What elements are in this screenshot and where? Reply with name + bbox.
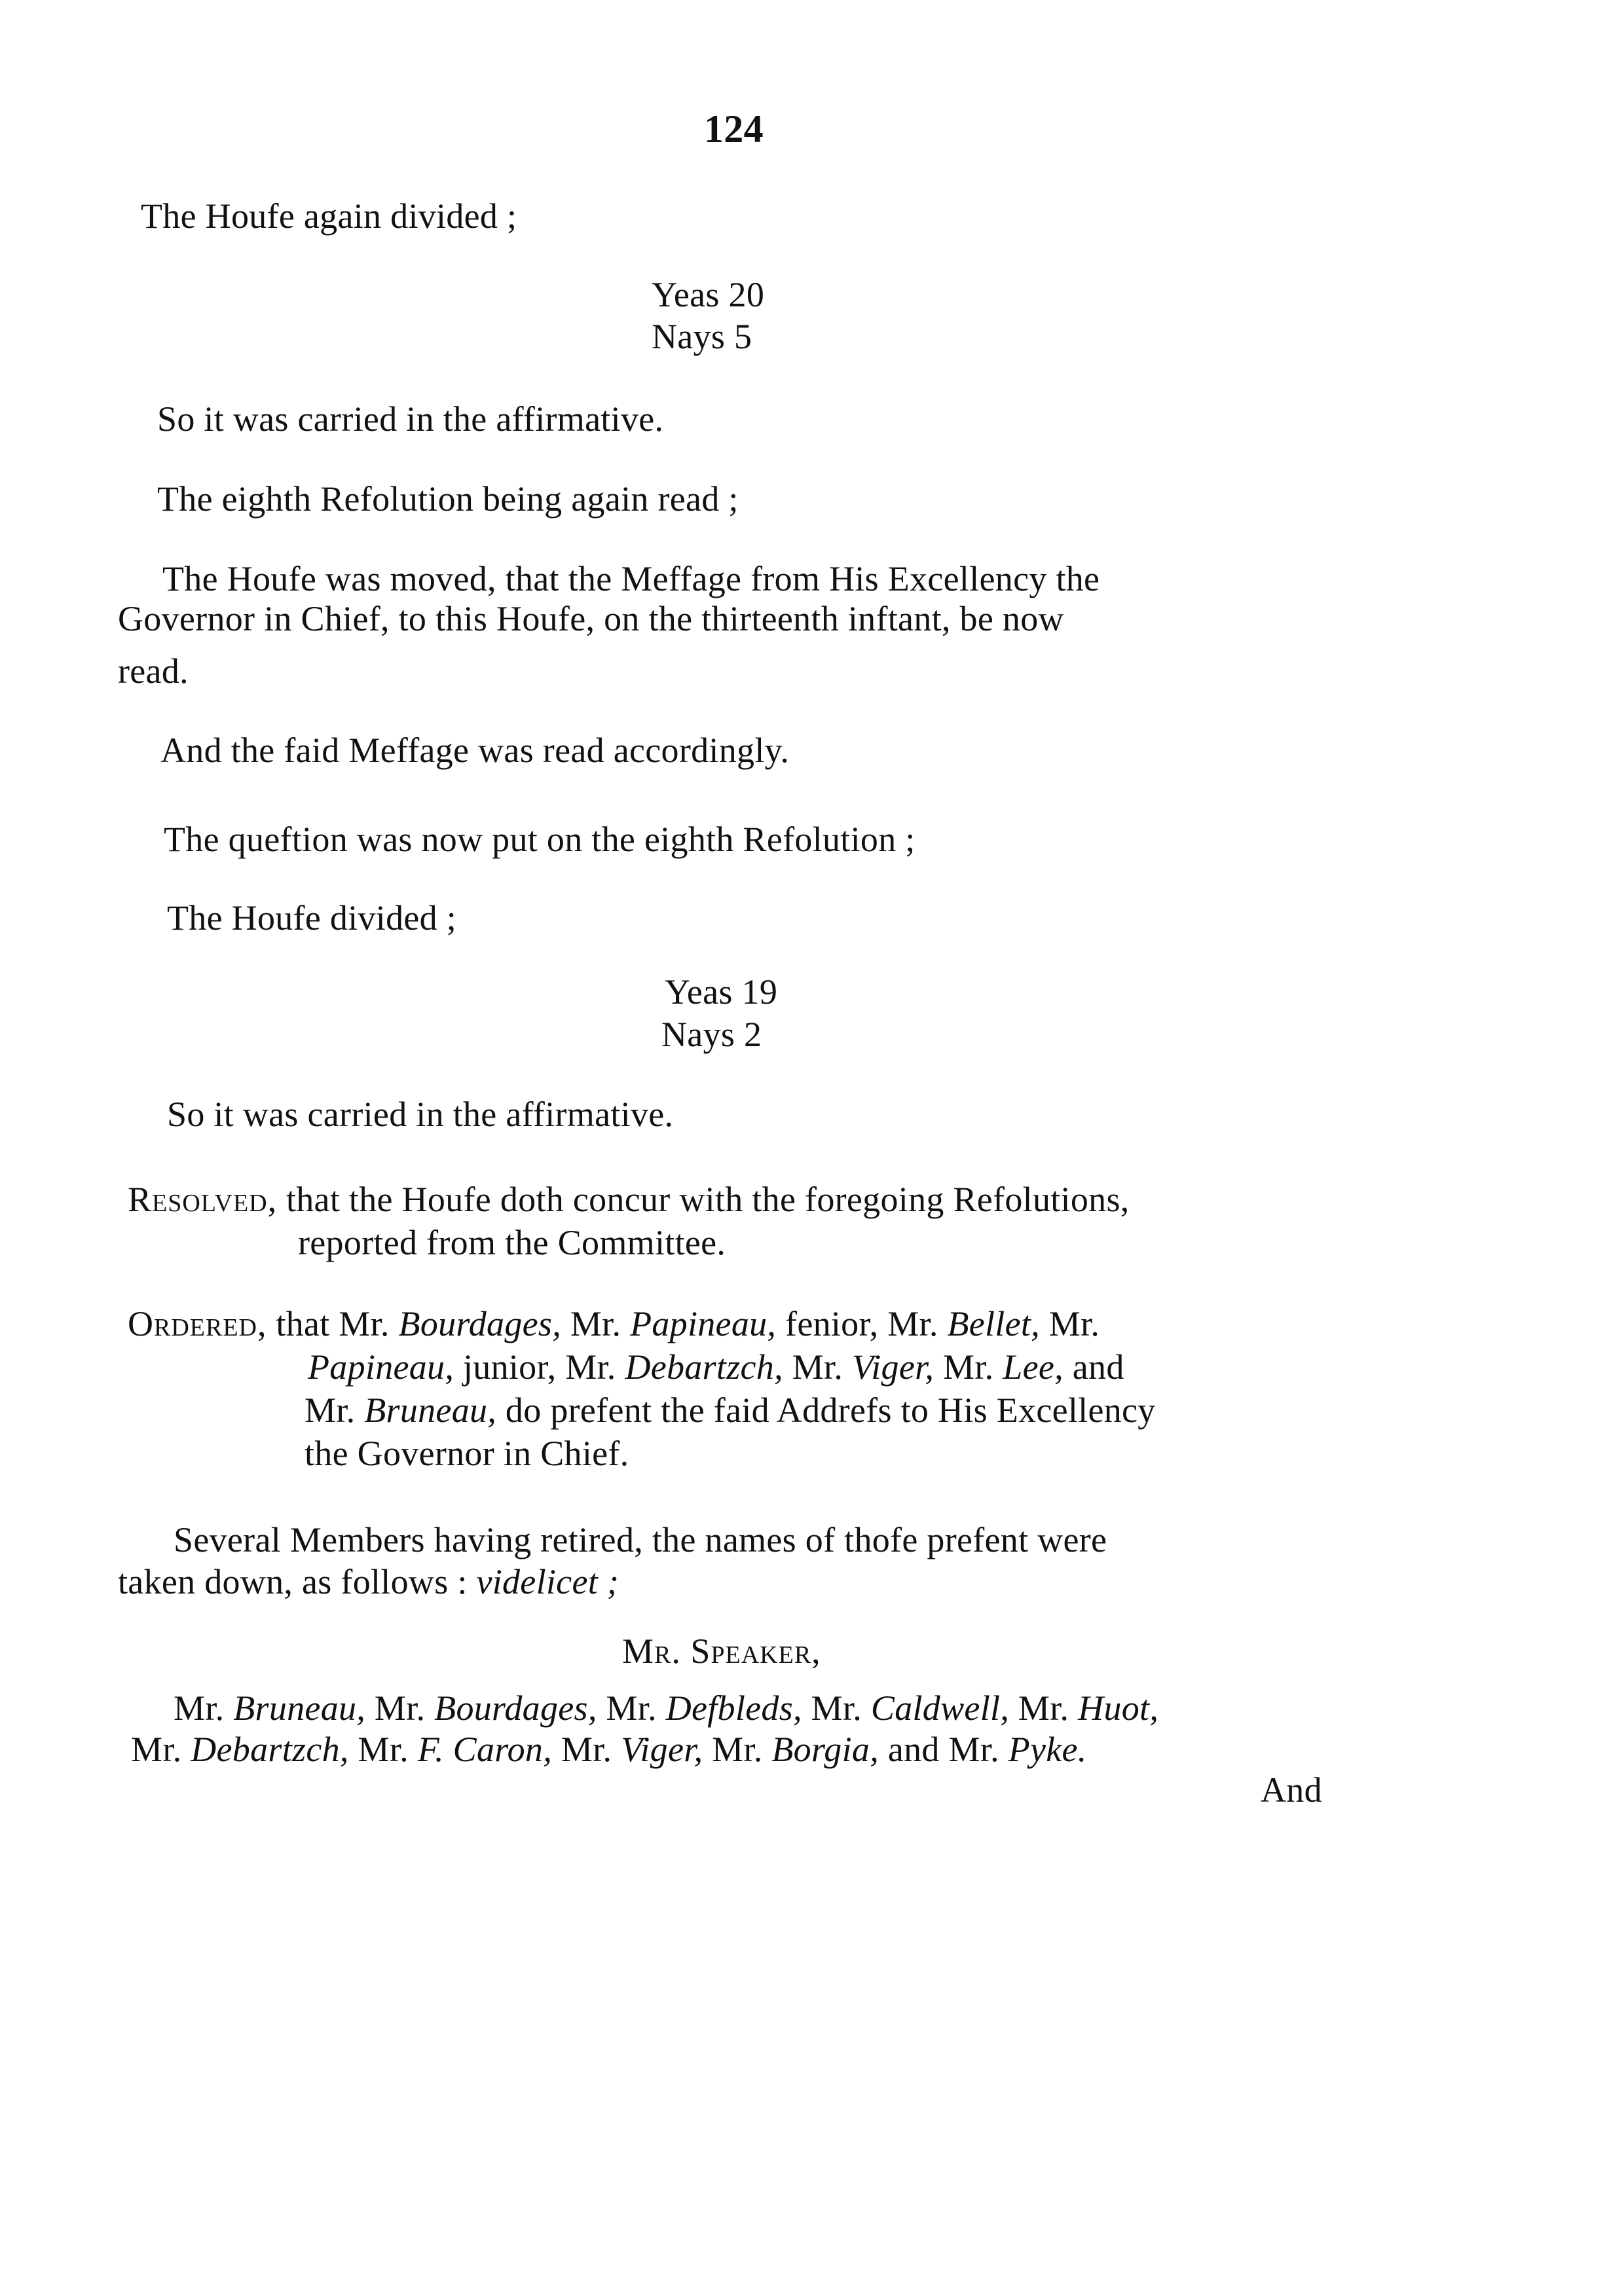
catchword: And	[1261, 1770, 1322, 1810]
nays-count-2: Nays 2	[661, 1015, 762, 1054]
member-name: Pyke.	[1008, 1730, 1087, 1769]
question-put-line: The queftion was now put on the eighth Refolution ;	[164, 820, 915, 859]
member-name: Bellet,	[947, 1304, 1040, 1343]
ordered-text: Mr.	[1048, 1304, 1100, 1343]
member-name: Debartzch,	[625, 1347, 783, 1387]
names-text: and Mr.	[887, 1730, 999, 1769]
member-name: Bruneau,	[364, 1391, 497, 1430]
member-name: Caldwell,	[870, 1688, 1010, 1728]
member-name: Bruneau,	[233, 1688, 366, 1728]
ordered-line-2	[308, 1346, 1124, 1388]
names-text: Mr.	[374, 1688, 426, 1728]
names-text: Mr.	[174, 1688, 225, 1728]
member-name: Viger,	[621, 1730, 703, 1769]
videlicet-text: videlicet ;	[476, 1562, 620, 1601]
ordered-text: Mr.	[305, 1391, 356, 1430]
message-read-line: And the faid Meffage was read accordingly.	[160, 731, 790, 770]
names-line-1	[174, 1687, 1158, 1729]
yeas-count-2: Yeas 19	[665, 972, 778, 1011]
resolved-line-2: reported from the Committee.	[298, 1223, 726, 1262]
names-text: Mr.	[1018, 1688, 1069, 1728]
members-text: taken down, as follows :	[118, 1562, 468, 1601]
names-text: Mr.	[131, 1730, 182, 1769]
speaker-label: Mr. Speaker,	[622, 1631, 821, 1671]
motion-line-1: The Houfe was moved, that the Meffage from His Excellency the	[162, 559, 1100, 598]
member-name: Papineau,	[630, 1304, 777, 1343]
names-line-2	[131, 1728, 1087, 1770]
house-divided-line-2: The Houfe divided ;	[167, 898, 457, 938]
resolved-paragraph	[128, 1178, 1130, 1220]
ordered-text: Mr.	[943, 1347, 994, 1387]
names-text: Mr.	[606, 1688, 657, 1728]
member-name: Bourdages,	[398, 1304, 562, 1343]
names-text: Mr.	[811, 1688, 862, 1728]
names-text: Mr.	[358, 1730, 409, 1769]
names-text: Mr.	[712, 1730, 763, 1769]
carried-line-2: So it was carried in the affirmative.	[167, 1095, 674, 1134]
resolved-heading: Resolved,	[128, 1180, 278, 1219]
ordered-text: and	[1072, 1347, 1124, 1387]
carried-line-1: So it was carried in the affirmative.	[157, 399, 664, 439]
member-name: Lee,	[1003, 1347, 1063, 1387]
member-name: F. Caron,	[417, 1730, 553, 1769]
nays-count-1: Nays 5	[652, 317, 752, 356]
members-line-1: Several Members having retired, the names of thofe prefent were	[174, 1520, 1107, 1559]
resolved-line-1: that the Houfe doth concur with the foregoing Refolutions,	[286, 1180, 1130, 1219]
member-name: Bourdages,	[434, 1688, 597, 1728]
yeas-count-1: Yeas 20	[652, 275, 765, 314]
motion-line-3: read.	[118, 651, 189, 691]
ordered-line-1	[128, 1303, 1100, 1345]
ordered-line-4: the Governor in Chief.	[305, 1434, 629, 1473]
member-name: Huot,	[1078, 1688, 1159, 1728]
speaker-line	[622, 1630, 821, 1672]
ordered-text: fenior, Mr.	[785, 1304, 938, 1343]
member-name: Viger,	[851, 1347, 934, 1387]
ordered-text: Mr.	[792, 1347, 843, 1387]
ordered-text: that Mr.	[276, 1304, 390, 1343]
ordered-heading: Ordered,	[128, 1304, 267, 1343]
page-number: 124	[704, 107, 764, 151]
ordered-text: do prefent the faid Addrefs to His Excellency	[505, 1391, 1156, 1430]
member-name: Debartzch,	[191, 1730, 349, 1769]
names-text: Mr.	[561, 1730, 612, 1769]
member-name: Papineau,	[308, 1347, 454, 1387]
eighth-resolution-read-line: The eighth Refolution being again read ;	[157, 479, 739, 519]
members-line-2	[118, 1561, 619, 1603]
member-name: Defbleds,	[665, 1688, 802, 1728]
member-name: Borgia,	[771, 1730, 879, 1769]
motion-line-2: Governor in Chief, to this Houfe, on the thirteenth inftant, be now	[118, 599, 1064, 638]
ordered-text: Mr.	[570, 1304, 621, 1343]
ordered-text: junior, Mr.	[462, 1347, 616, 1387]
ordered-line-3	[305, 1389, 1156, 1431]
house-divided-line: The Houfe again divided ;	[141, 196, 517, 236]
